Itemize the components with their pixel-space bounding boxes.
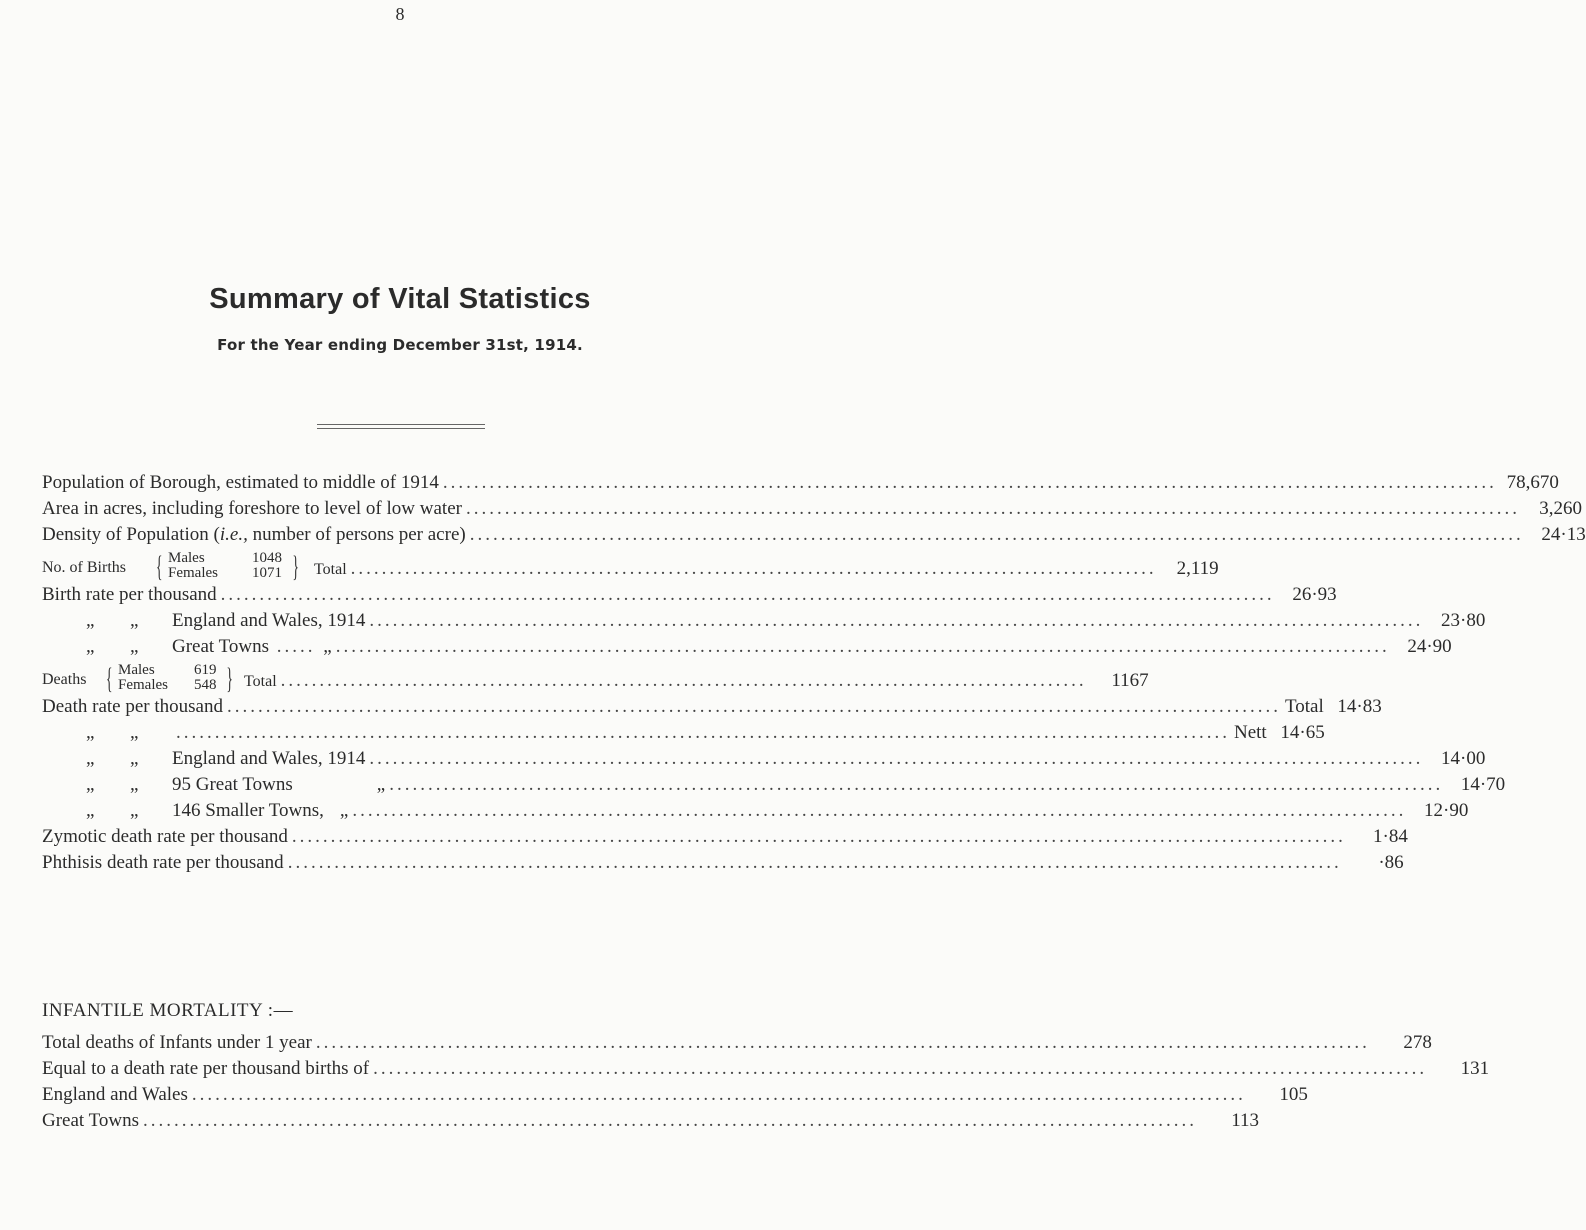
row-death-rate-nett bbox=[42, 722, 1325, 748]
row-qualifier: Total bbox=[1284, 696, 1324, 717]
dot-leader bbox=[385, 774, 1447, 796]
dot-leader bbox=[439, 472, 1501, 494]
right-brace: { bbox=[292, 550, 299, 583]
row-label: Zymotic death rate per thousand bbox=[42, 826, 288, 847]
infantile-mortality-section bbox=[42, 1000, 1490, 1136]
row-qualifier: Nett bbox=[1234, 722, 1267, 743]
ditto-mark: „ bbox=[339, 800, 349, 821]
row-value: 26·93 bbox=[1292, 584, 1337, 605]
males-count: 619 bbox=[194, 662, 217, 678]
dot-leader: ........................................................................................................ bbox=[280, 670, 1087, 691]
row-birth-great-towns: „ „ Great Towns ..... „ ..... 24·90 bbox=[42, 636, 767, 662]
ditto-mark: „ bbox=[130, 610, 139, 631]
deaths-breakdown bbox=[118, 663, 168, 693]
females-label: Females bbox=[168, 565, 218, 581]
left-brace: { bbox=[106, 662, 113, 695]
row-density bbox=[42, 524, 1586, 550]
row-label: Equal to a death rate per thousand births of bbox=[42, 1058, 370, 1079]
row-label: Great Towns bbox=[42, 1110, 139, 1131]
dot-leader bbox=[223, 696, 1285, 718]
infant-row-death-rate bbox=[42, 1058, 1490, 1084]
dot-leader bbox=[288, 826, 1350, 848]
row-phthisis bbox=[42, 852, 1404, 878]
dot-leader bbox=[188, 1084, 1250, 1106]
row-label: Phthisis death rate per thousand bbox=[42, 852, 284, 873]
ditto-mark: „ bbox=[130, 774, 139, 795]
dot-leader bbox=[365, 748, 1427, 770]
ditto-mark: „ bbox=[323, 636, 332, 657]
males-label: Males bbox=[168, 550, 205, 566]
divider-rule bbox=[317, 424, 485, 429]
row-birth-rate bbox=[42, 584, 1337, 610]
dot-leader bbox=[332, 636, 1394, 658]
row-label: Population of Borough, estimated to middle of 1914 bbox=[42, 472, 439, 493]
total-label: Total bbox=[244, 673, 277, 690]
row-value: 105 bbox=[1279, 1084, 1308, 1105]
infantile-mortality-heading: INFANTILE MORTALITY :— bbox=[42, 1000, 294, 1021]
row-death-146-smaller-towns bbox=[42, 800, 1469, 826]
row-value: 3,260 bbox=[1539, 498, 1582, 519]
dot-leader bbox=[348, 800, 1410, 822]
row-value: 78,670 bbox=[1506, 472, 1559, 493]
row-value: 1167 bbox=[1111, 670, 1149, 691]
deaths-counts bbox=[194, 663, 217, 693]
row-value: ·86 bbox=[1378, 852, 1404, 873]
ditto-mark: „ bbox=[130, 748, 139, 769]
row-label: Area in acres, including foreshore to level of low water bbox=[42, 498, 462, 519]
row-label: Great Towns bbox=[172, 636, 269, 657]
row-birth-england-wales bbox=[42, 610, 1486, 636]
row-label: England and Wales, 1914 bbox=[172, 610, 366, 631]
row-label: England and Wales, 1914 bbox=[172, 748, 366, 769]
row-value: 1·84 bbox=[1373, 826, 1408, 847]
row-value: 2,119 bbox=[1176, 558, 1219, 579]
females-count: 548 bbox=[194, 677, 217, 693]
row-label: England and Wales bbox=[42, 1084, 188, 1105]
row-label: 146 Smaller Towns, bbox=[172, 800, 324, 821]
deaths-label: Deaths bbox=[42, 671, 87, 688]
dot-leader bbox=[369, 1058, 1431, 1080]
ditto-mark: „ bbox=[86, 610, 95, 631]
ditto-mark: „ bbox=[86, 774, 95, 795]
ditto-mark: „ bbox=[376, 774, 386, 795]
row-death-rate-total bbox=[42, 696, 1382, 722]
dot-leader bbox=[462, 498, 1524, 520]
dot-leader bbox=[284, 852, 1346, 874]
row-value: 131 bbox=[1460, 1058, 1490, 1079]
row-value: 12·90 bbox=[1424, 800, 1469, 821]
row-value: 14·00 bbox=[1441, 748, 1486, 769]
page-title: Summary of Vital Statistics bbox=[209, 283, 591, 315]
ditto-mark: „ bbox=[86, 748, 95, 769]
row-value: 113 bbox=[1231, 1110, 1259, 1131]
ditto-mark: „ bbox=[86, 636, 95, 657]
females-label: Females bbox=[118, 677, 168, 693]
dot-leader bbox=[172, 722, 1234, 744]
left-brace: { bbox=[156, 550, 163, 583]
row-zymotic bbox=[42, 826, 1408, 852]
right-brace: { bbox=[226, 662, 233, 695]
row-value: 14·70 bbox=[1460, 774, 1506, 795]
row-births bbox=[42, 550, 1219, 584]
row-value: 278 bbox=[1403, 1032, 1432, 1053]
dot-leader bbox=[365, 610, 1427, 632]
row-label: Total deaths of Infants under 1 year bbox=[42, 1032, 312, 1053]
row-area bbox=[42, 498, 1582, 524]
row-value: 24·13 bbox=[1541, 524, 1586, 545]
males-count: 1048 bbox=[252, 550, 282, 566]
row-value: 14·83 bbox=[1337, 696, 1382, 717]
row-death-england-wales bbox=[42, 748, 1486, 774]
dot-leader bbox=[312, 1032, 1374, 1054]
page-subtitle: For the Year ending December 31st, 1914. bbox=[217, 336, 583, 354]
row-label: Density of Population (i.e., number of persons per acre) bbox=[42, 524, 466, 545]
page-number: 8 bbox=[395, 4, 405, 24]
ditto-mark: „ bbox=[86, 800, 95, 821]
dot-leader: ........................................................................................................ bbox=[350, 558, 1157, 579]
row-deaths bbox=[42, 662, 1149, 696]
row-label: Birth rate per thousand bbox=[42, 584, 217, 605]
infant-row-total-deaths bbox=[42, 1032, 1432, 1058]
row-label: Death rate per thousand bbox=[42, 696, 223, 717]
row-value: 24·90 bbox=[1407, 636, 1452, 657]
dot-leader bbox=[217, 584, 1279, 606]
row-value: 23·80 bbox=[1441, 610, 1486, 631]
row-death-95-great-towns bbox=[42, 774, 1506, 800]
ditto-mark: „ bbox=[130, 636, 139, 657]
births-counts bbox=[252, 551, 282, 581]
vital-statistics-table bbox=[42, 472, 1586, 878]
births-breakdown bbox=[168, 551, 218, 581]
row-population bbox=[42, 472, 1559, 498]
infant-row-great-towns bbox=[42, 1110, 1259, 1136]
ditto-mark: „ bbox=[130, 800, 139, 821]
infant-row-england-wales bbox=[42, 1084, 1308, 1110]
females-count: 1071 bbox=[252, 565, 282, 581]
births-label: No. of Births bbox=[42, 559, 126, 576]
total-label: Total bbox=[314, 561, 347, 578]
ditto-mark: „ bbox=[130, 722, 139, 743]
ditto-mark: „ bbox=[86, 722, 95, 743]
row-value: 14·65 bbox=[1280, 722, 1325, 743]
dot-leader bbox=[466, 524, 1528, 546]
row-label: 95 Great Towns bbox=[172, 774, 293, 795]
dot-leader bbox=[139, 1110, 1201, 1132]
males-label: Males bbox=[118, 662, 155, 678]
